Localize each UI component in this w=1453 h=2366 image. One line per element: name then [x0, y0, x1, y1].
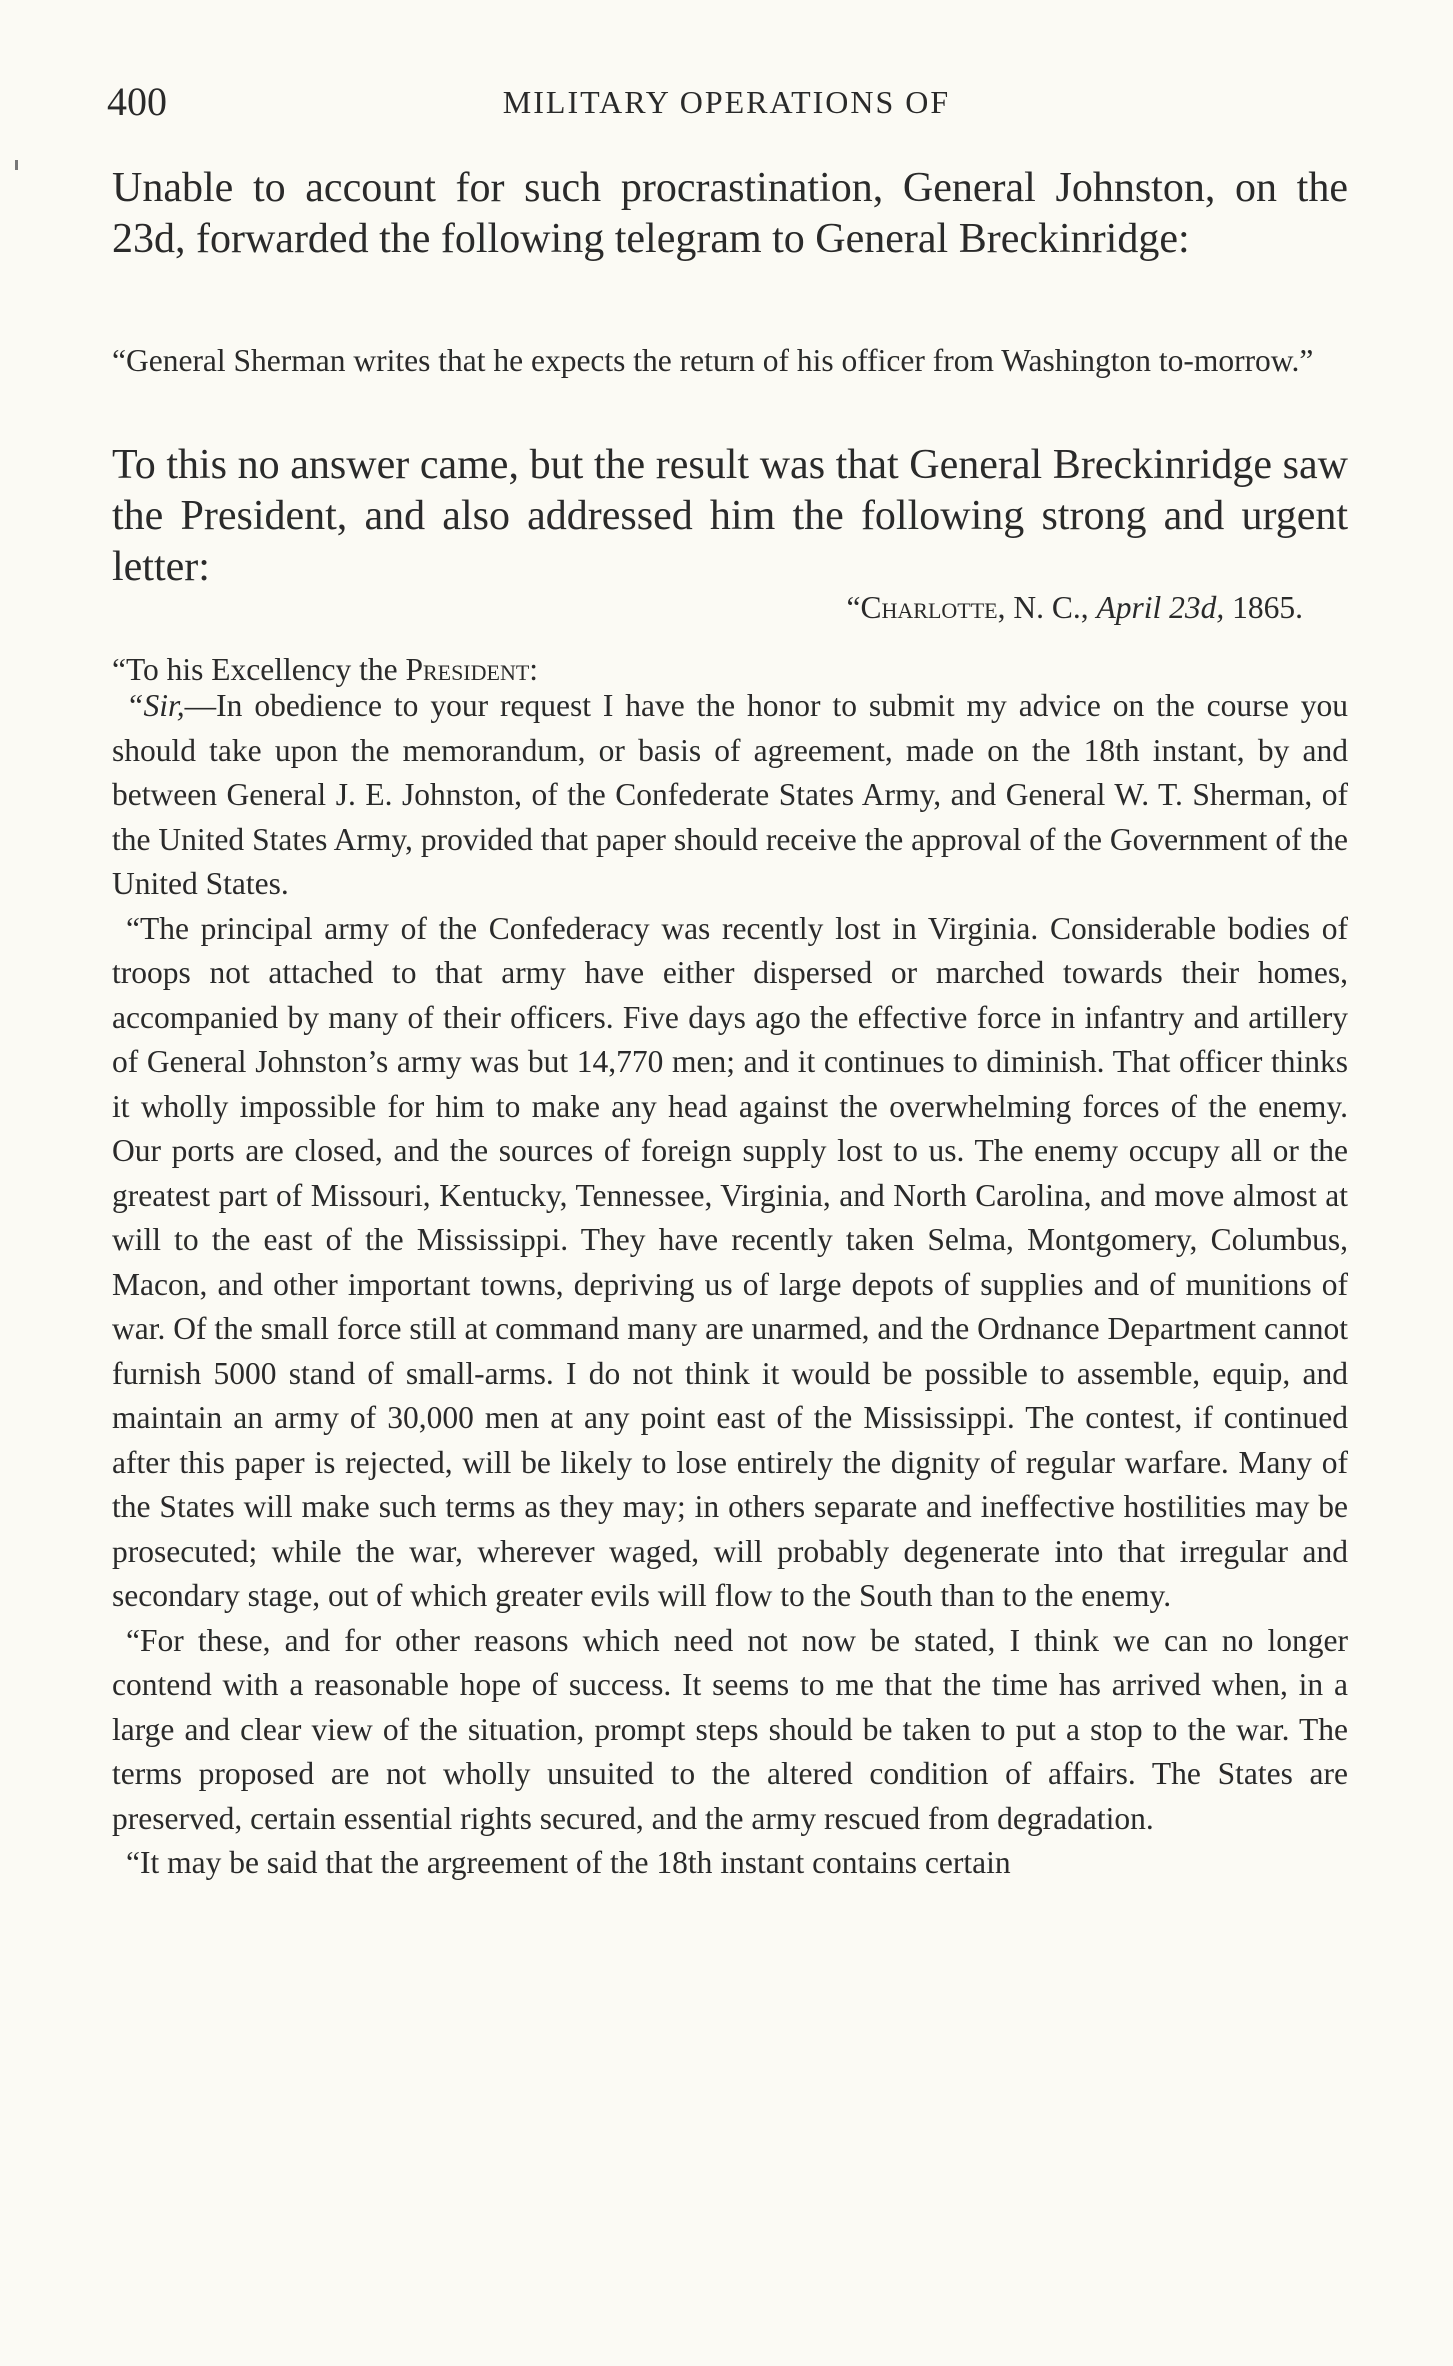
- letter-year: 1865.: [1232, 590, 1303, 625]
- letter-paragraph-3: “For these, and for other reasons which need not now be stated, I think we can no longer contend with a reasonable hope of success. It seems to me that the time has arrived when, in a large and clear view of the situation, prompt steps should be taken to put a stop to the war. The terms proposed are not wholly unsuited to the altered condition of affairs. The States are preserved, certain essential rights secured, and the army rescued from degradation.: [112, 1622, 1348, 1836]
- letter-date: April 23d,: [1096, 590, 1225, 625]
- transition-paragraph: To this no answer came, but the result was that General Breckinridge saw the President, and also addressed him the following strong and urgent letter:: [112, 442, 1348, 590]
- salutation-colon: :: [529, 652, 539, 687]
- letter-sir: “Sir,: [126, 688, 185, 723]
- letter-place: “Charlotte, N. C.,: [846, 590, 1089, 625]
- letter-paragraph-1: [112, 684, 1348, 907]
- salutation-prefix: “To his Excellency the: [112, 652, 398, 687]
- margin-mark: [15, 160, 18, 170]
- letter-paragraph-1-text: —In obedience to your request I have the honor to submit my advice on the course you should take upon the memorandum, or basis of agreement, made on the 18th instant, by and between General J. E. Johnston, of the Confederate States Army, and General W. T. Sherman, of the United States Army, provided that paper should receive the approval of the Government of the United States.: [112, 688, 1348, 901]
- telegram-quote: “General Sherman writes that he expects the return of his officer from Washington to-morrow.”: [112, 343, 1314, 378]
- salutation-title: President: [405, 652, 530, 687]
- letter-paragraph-2: “The principal army of the Confederacy was recently lost in Virginia. Considerable bodies of troops not attached to that army have either dispersed or marched towards their homes, accompanied by many of their officers. Five days ago the effective force in infantry and artillery of General Johnston’s army was but 14,770 men; and it continues to diminish. That officer thinks it wholly impossible for him to make any head against the overwhelming forces of the enemy. Our ports are closed, and the sources of foreign supply lost to us. The enemy occupy all or the greatest part of Missouri, Kentucky, Tennessee, Virginia, and North Carolina, and move almost at will to the east of the Mississippi. They have recently taken Selma, Montgomery, Columbus, Macon, and other important towns, depriving us of large depots of supplies and of munitions of war. Of the small force still at command many are unarmed, and the Ordnance Department cannot furnish 5000 stand of small-arms. I do not think it would be possible to assemble, equip, and maintain an army of 30,000 men at any point east of the Mississippi. The contest, if continued after this paper is rejected, will be likely to lose entirely the dignity of regular warfare. Many of the States will make such terms as they may; in others separate and ineffective hostilities may be prosecuted; while the war, wherever waged, will probably degenerate into that irregular and secondary stage, out of which greater evils will flow to the South than to the enemy.: [112, 910, 1348, 1613]
- letter-paragraph-4: “It may be said that the argreement of the 18th instant contains certain: [126, 1845, 1011, 1880]
- page-number: 400: [107, 79, 167, 124]
- running-head: MILITARY OPERATIONS OF: [502, 84, 951, 120]
- letter-body: [112, 684, 1348, 1886]
- page-header: [0, 78, 1453, 128]
- intro-paragraph: Unable to account for such procrastination, General Johnston, on the 23d, forwarded the following telegram to General Breckinridge:: [112, 165, 1348, 262]
- letter-dateline: [847, 590, 1303, 626]
